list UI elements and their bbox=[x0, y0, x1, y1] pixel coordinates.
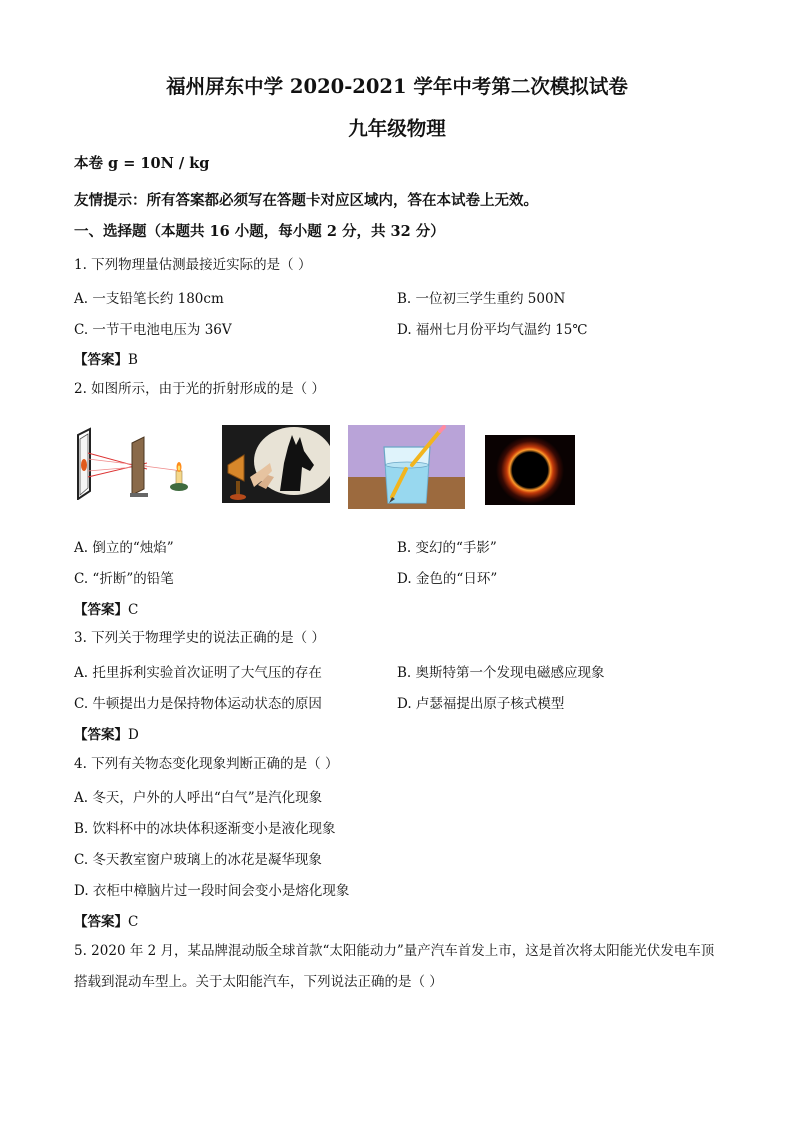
q1-option-c: C. 一节干电池电压为 36V bbox=[74, 322, 232, 338]
q4-answer bbox=[74, 910, 138, 930]
q1-option-a: A. 一支铅笔长约 180cm bbox=[74, 291, 224, 307]
q2-option-a: A. 倒立的“烛焰” bbox=[74, 540, 174, 556]
q3-option-a: A. 托里拆利实验首次证明了大气压的存在 bbox=[74, 665, 322, 681]
answer-label: 【答案】 bbox=[74, 914, 128, 930]
q2-option-d: D. 金色的“日环” bbox=[397, 571, 498, 587]
q3-option-d: D. 卢瑟福提出原子核式模型 bbox=[397, 696, 565, 712]
section-heading: 一、选择题（本题共 16 小题，每小题 2 分，共 32 分） bbox=[74, 223, 445, 240]
q2-option-c: C. “折断”的铅笔 bbox=[74, 571, 174, 587]
question-2-stem: 2. 如图所示，由于光的折射形成的是（ ） bbox=[74, 381, 325, 397]
hand-shadow-image bbox=[222, 425, 330, 503]
answer-label: 【答案】 bbox=[74, 352, 128, 368]
question-3-stem: 3. 下列关于物理学史的说法正确的是（ ） bbox=[74, 630, 325, 646]
q4-option-c: C. 冬天教室窗户玻璃上的冰花是凝华现象 bbox=[74, 852, 322, 868]
answer-value: D bbox=[128, 727, 139, 743]
pinhole-candle-image bbox=[72, 425, 194, 500]
q3-answer bbox=[74, 723, 139, 743]
annular-eclipse-image bbox=[485, 435, 575, 505]
exam-tip: 友情提示：所有答案都必须写在答题卡对应区域内，答在本试卷上无效。 bbox=[74, 192, 538, 209]
q2-answer bbox=[74, 598, 138, 618]
pencil-in-water-image bbox=[348, 425, 465, 509]
question-5-stem-line-1: 5. 2020 年 2 月，某品牌混动版全球首款“太阳能动力”量产汽车首发上市，这是首次将太阳能光伏发电车顶 bbox=[74, 943, 715, 959]
question-1-stem: 1. 下列物理量估测最接近实际的是（ ） bbox=[74, 257, 312, 273]
question-4-stem: 4. 下列有关物态变化现象判断正确的是（ ） bbox=[74, 756, 339, 772]
q1-option-d: D. 福州七月份平均气温约 15℃ bbox=[397, 322, 588, 338]
answer-value: C bbox=[128, 914, 139, 930]
gravity-note: 本卷 g = 10N / kg bbox=[74, 155, 210, 172]
q1-option-b: B. 一位初三学生重约 500N bbox=[397, 291, 566, 307]
q4-option-b: B. 饮料杯中的冰块体积逐渐变小是液化现象 bbox=[74, 821, 336, 837]
q1-answer bbox=[74, 348, 138, 368]
q4-option-d: D. 衣柜中樟脑片过一段时间会变小是熔化现象 bbox=[74, 883, 350, 899]
q3-option-c: C. 牛顿提出力是保持物体运动状态的原因 bbox=[74, 696, 322, 712]
answer-value: B bbox=[128, 352, 138, 368]
question-5-stem-line-2: 搭载到混动车型上。关于太阳能汽车，下列说法正确的是（ ） bbox=[74, 974, 443, 990]
answer-label: 【答案】 bbox=[74, 727, 128, 743]
exam-title: 福州屏东中学 2020-2021 学年中考第二次模拟试卷 bbox=[166, 75, 628, 98]
q2-option-b: B. 变幻的“手影” bbox=[397, 540, 497, 556]
exam-subtitle: 九年级物理 bbox=[348, 117, 446, 140]
answer-value: C bbox=[128, 602, 139, 618]
answer-label: 【答案】 bbox=[74, 602, 128, 618]
q4-option-a: A. 冬天，户外的人呼出“白气”是汽化现象 bbox=[74, 790, 323, 806]
q3-option-b: B. 奥斯特第一个发现电磁感应现象 bbox=[397, 665, 605, 681]
